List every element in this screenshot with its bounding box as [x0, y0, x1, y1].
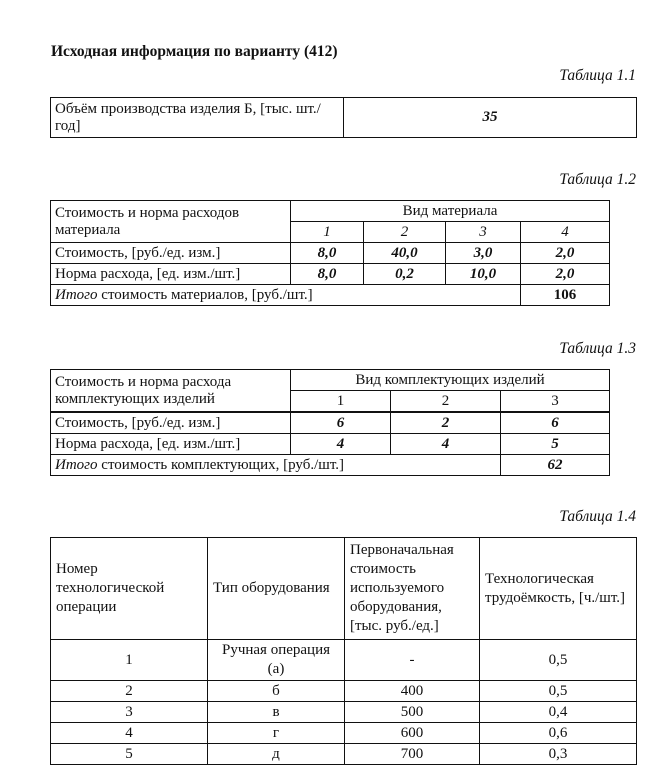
total-row: [51, 455, 610, 476]
row-header: Стоимость и норма расходов материала: [51, 201, 291, 243]
cell: 2: [51, 681, 208, 702]
cell: 1: [51, 640, 208, 681]
cell: 2,0: [521, 264, 610, 285]
cell: д: [208, 744, 345, 765]
table-row: [51, 412, 610, 434]
cell: 0,5: [480, 681, 637, 702]
cell: 2,0: [521, 243, 610, 264]
cell: 8,0: [291, 243, 364, 264]
total-value: 62: [501, 455, 610, 476]
table-1-2: [50, 200, 610, 306]
column-header: 1: [291, 222, 364, 243]
cell: 500: [345, 702, 480, 723]
cell: 2: [391, 412, 501, 434]
cell: 4: [51, 723, 208, 744]
cell: 3: [51, 702, 208, 723]
cell: 0,4: [480, 702, 637, 723]
cell: 700: [345, 744, 480, 765]
cell: 5: [501, 434, 610, 455]
cell: 3,0: [446, 243, 521, 264]
column-header: 3: [446, 222, 521, 243]
table-header-row: [51, 538, 637, 640]
table-1-1-caption: Таблица 1.1: [559, 67, 636, 84]
column-header: Первоначальная стоимость используемого оборудования, [тыс. руб./ед.]: [345, 538, 480, 640]
row-header: Стоимость и норма расхода комплектующих изделий: [51, 370, 291, 413]
cell: 40,0: [364, 243, 446, 264]
table-row: [51, 243, 610, 264]
cell: -: [345, 640, 480, 681]
total-value: 106: [521, 285, 610, 306]
column-header: Технологическая трудоёмкость, [ч./шт.]: [480, 538, 637, 640]
row-label: Норма расхода, [ед. изм./шт.]: [51, 434, 291, 455]
table-1-3-caption: Таблица 1.3: [559, 340, 636, 357]
cell: в: [208, 702, 345, 723]
table-row: [51, 702, 637, 723]
row-label: Норма расхода, [ед. изм./шт.]: [51, 264, 291, 285]
cell: г: [208, 723, 345, 744]
cell: 10,0: [446, 264, 521, 285]
table-row: [51, 681, 637, 702]
production-volume-value: 35: [344, 98, 637, 138]
group-header: Вид материала: [291, 201, 610, 222]
column-header: 2: [364, 222, 446, 243]
total-label: [51, 455, 501, 476]
table-1-4-caption: Таблица 1.4: [559, 508, 636, 525]
table-1-4: [50, 537, 637, 765]
cell: 0,6: [480, 723, 637, 744]
cell: 4: [391, 434, 501, 455]
total-row: [51, 285, 610, 306]
cell: 0,3: [480, 744, 637, 765]
row-label: Стоимость, [руб./ед. изм.]: [51, 412, 291, 434]
table-header-row: [51, 201, 610, 222]
table-1-3: [50, 369, 610, 476]
total-text: стоимость материалов, [руб./шт.]: [97, 286, 313, 303]
total-label: [51, 285, 521, 306]
total-prefix: Итого: [55, 286, 98, 303]
table-row: [51, 640, 637, 681]
cell: 6: [501, 412, 610, 434]
column-header: 4: [521, 222, 610, 243]
cell: 400: [345, 681, 480, 702]
cell: 6: [291, 412, 391, 434]
cell: Ручная операция (а): [208, 640, 345, 681]
row-label: Стоимость, [руб./ед. изм.]: [51, 243, 291, 264]
column-header: Тип оборудования: [208, 538, 345, 640]
table-1-2-caption: Таблица 1.2: [559, 171, 636, 188]
table-row: [51, 434, 610, 455]
table-1-1: [50, 97, 637, 138]
cell: б: [208, 681, 345, 702]
group-header: Вид комплектующих изделий: [291, 370, 610, 391]
cell: 4: [291, 434, 391, 455]
cell: 8,0: [291, 264, 364, 285]
cell: 600: [345, 723, 480, 744]
table-header-row: [51, 370, 610, 391]
table-row: [51, 264, 610, 285]
production-volume-label: Объём производства изделия Б, [тыс. шт./год]: [51, 98, 344, 138]
total-prefix: Итого: [55, 456, 98, 473]
column-header: Номер технологической операции: [51, 538, 208, 640]
table-row: [51, 98, 637, 138]
total-text: стоимость комплектующих, [руб./шт.]: [97, 456, 344, 473]
table-row: [51, 723, 637, 744]
cell: 0,5: [480, 640, 637, 681]
column-header: 1: [291, 391, 391, 413]
cell: 0,2: [364, 264, 446, 285]
column-header: 3: [501, 391, 610, 413]
page-heading: Исходная информация по варианту (412): [51, 43, 338, 60]
column-header: 2: [391, 391, 501, 413]
table-row: [51, 744, 637, 765]
cell: 5: [51, 744, 208, 765]
